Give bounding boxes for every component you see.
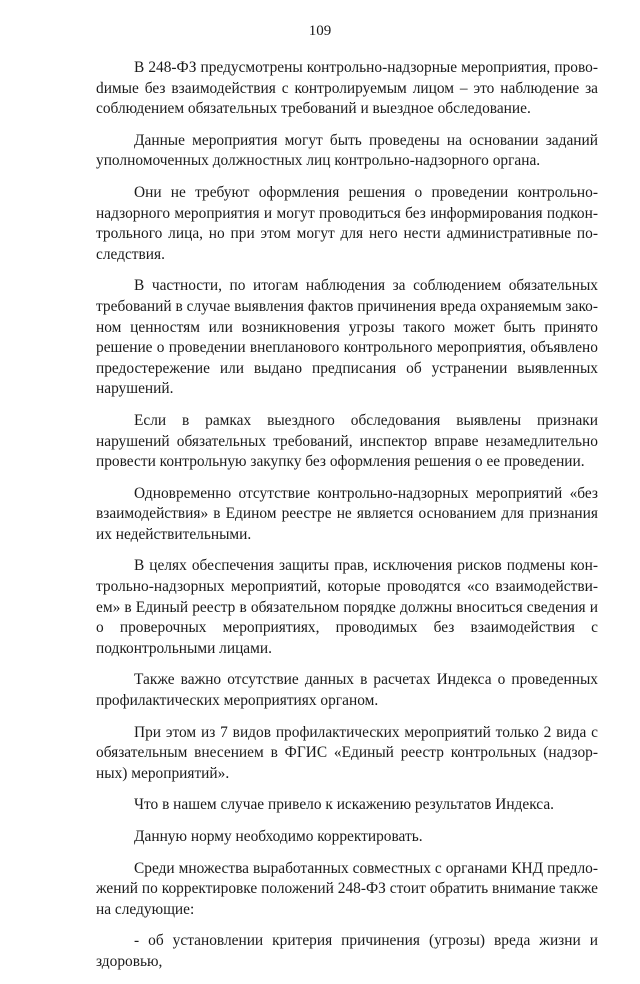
- paragraph: Что в нашем случае привело к искажению результатов Индекса.: [134, 796, 555, 814]
- paragraph: Одновременно отсутствие контрольно-надзорных мероприятий «без взаимодействия» в Едином реестре не является основанием для признания их недействительными.: [96, 484, 598, 543]
- paragraph: Они не требуют оформления решения о проведении контрольно-надзорного мероприятия и могут проводиться без информирования подконтрольного лица, но при этом могут для него нести административные последствия.: [96, 183, 598, 263]
- paragraph: - об установлении критерия причинения (угрозы) вреда жизни и здоровью,: [96, 932, 598, 970]
- paragraph: В 248-ФЗ предусмотрены контрольно-надзорные мероприятия, провоdимые без взаимодействия с контролируемым лицом – это наблюдение за соблюдением обязательных требований и выездное обследование.: [96, 59, 598, 118]
- body-text: [96, 58, 598, 984]
- page-number: 109: [308, 23, 332, 39]
- paragraph: В целях обеспечения защиты прав, исключения рисков подмены контрольно-надзорных мероприятий, которые проводятся «со взаимодействием» в Единый реестр в обязательном порядке должны вноситься сведения и о проверочных мероприятиях, проводимых без взаимодействия с подконтрольными лицами.: [96, 557, 598, 657]
- paragraph: Среди множества выработанных совместных с органами КНД предложений по корректировке положений 248-ФЗ стоит обратить внимание также на следующие:: [96, 859, 598, 918]
- paragraph: Данные мероприятия могут быть проведены на основании заданий уполномоченных должностных лиц контрольно-надзорного органа.: [96, 131, 598, 170]
- paragraph: Данную норму необходимо корректировать.: [134, 828, 423, 845]
- paragraph: В частности, по итогам наблюдения за соблюдением обязательных требований в случае выявления фактов причинения вреда охраняемым законом ценностям или возникновения угрозы такого может быть принято решение о проведении внепланового контрольного мероприятия, объявлено предостережение или выдано предписания об устранении выявленных нарушений.: [96, 277, 598, 398]
- paragraph: Также важно отсутствие данных в расчетах Индекса о проведенных профилактических мероприятиях органом.: [96, 671, 598, 710]
- paragraph: При этом из 7 видов профилактических мероприятий только 2 вида с обязательным внесением в ФГИС «Единый реестр контрольных (надзорных) мероприятий».: [96, 723, 598, 782]
- paragraph: Если в рамках выездного обследования выявлены признаки нарушений обязательных требований, инспектор вправе незамедлительно провести контрольную закупку без оформления решения о ее проведении.: [96, 411, 598, 471]
